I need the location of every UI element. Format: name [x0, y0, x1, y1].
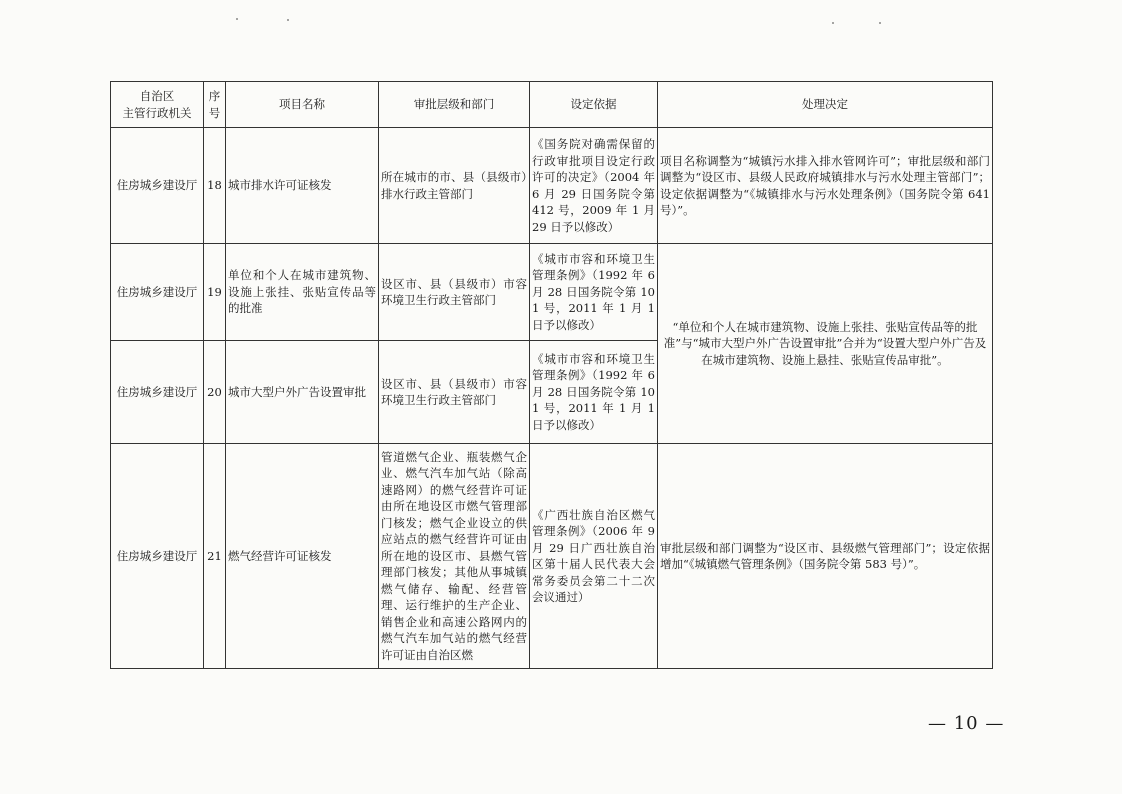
cell-decision: 项目名称调整为“城镇污水排入排水管网许可”；审批层级和部门调整为“设区市、县级人民政府城镇排水与污水处理主管部门”；设定依据调整为“《城镇排水与污水处理条例》（国务院令第 641 号）”。	[658, 128, 993, 244]
cell-name: 城市排水许可证核发	[226, 128, 379, 244]
cell-decision: 审批层级和部门调整为“设区市、县级燃气管理部门”；设定依据增加“《城镇燃气管理条例》（国务院令第 583 号）”。	[658, 444, 993, 669]
header-no-line1: 序	[208, 89, 221, 103]
page-number: — 10 —	[928, 713, 1005, 734]
cell-level: 设区市、县（县级市）市容环境卫生行政主管部门	[379, 244, 530, 341]
header-no-line2: 号	[208, 105, 221, 120]
header-level: 审批层级和部门	[379, 82, 530, 128]
cell-level: 所在城市的市、县（县级市）排水行政主管部门	[379, 128, 530, 244]
cell-dept: 住房城乡建设厅	[111, 341, 204, 444]
cell-level: 管道燃气企业、瓶装燃气企业、燃气汽车加气站（除高速路网）的燃气经营许可证由所在地设区市燃气管理部门核发；燃气企业设立的供应站点的燃气经营许可证由所在地的设区市、县燃气管理部门核发；其他从事城镇燃气储存、输配、经营管理、运行维护的生产企业、销售企业和高速公路网内的燃气汽车加气站的燃气经营许可证由自治区燃	[379, 444, 530, 669]
cell-no: 20	[204, 341, 226, 444]
cell-dept: 住房城乡建设厅	[111, 128, 204, 244]
scan-speck	[287, 19, 289, 21]
header-no	[204, 82, 226, 128]
header-dept-line2: 主管行政机关	[122, 105, 192, 120]
cell-no: 18	[204, 128, 226, 244]
cell-name: 城市大型户外广告设置审批	[226, 341, 379, 444]
cell-basis: 《国务院对确需保留的行政审批项目设定行政许可的决定》（2004 年 6 月 29 日国务院令第 412 号，2009 年 1 月 29 日予以修改）	[530, 128, 658, 244]
cell-basis: 《广西壮族自治区燃气管理条例》（2006 年 9 月 29 日广西壮族自治区第十届人民代表大会常务委员会第二十二次会议通过）	[530, 444, 658, 669]
cell-basis: 《城市市容和环境卫生管理条例》（1992 年 6 月 28 日国务院令第 101 号，2011 年 1 月 1 日予以修改）	[530, 341, 658, 444]
cell-level: 设区市、县（县级市）市容环境卫生行政主管部门	[379, 341, 530, 444]
header-name: 项目名称	[226, 82, 379, 128]
table-row	[111, 244, 993, 341]
cell-no: 21	[204, 444, 226, 669]
table-header-row	[111, 82, 993, 128]
table-row	[111, 444, 993, 669]
header-basis: 设定依据	[530, 82, 658, 128]
cell-name: 燃气经营许可证核发	[226, 444, 379, 669]
cell-basis: 《城市市容和环境卫生管理条例》（1992 年 6 月 28 日国务院令第 101 号，2011 年 1 月 1 日予以修改）	[530, 244, 658, 341]
scan-speck	[236, 18, 238, 20]
scan-speck	[832, 22, 834, 24]
cell-name: 单位和个人在城市建筑物、设施上张挂、张贴宣传品等的批准	[226, 244, 379, 341]
cell-dept: 住房城乡建设厅	[111, 244, 204, 341]
scan-speck	[879, 22, 881, 24]
table-row	[111, 128, 993, 244]
header-decision: 处理决定	[658, 82, 993, 128]
approval-items-table	[110, 81, 993, 669]
cell-no: 19	[204, 244, 226, 341]
header-dept	[111, 82, 204, 128]
cell-dept: 住房城乡建设厅	[111, 444, 204, 669]
header-dept-line1: 自治区	[139, 89, 175, 103]
cell-decision-merged: “单位和个人在城市建筑物、设施上张挂、张贴宣传品等的批准”与“城市大型户外广告设置审批”合并为“设置大型户外广告及在城市建筑物、设施上悬挂、张贴宣传品审批”。	[658, 244, 993, 444]
